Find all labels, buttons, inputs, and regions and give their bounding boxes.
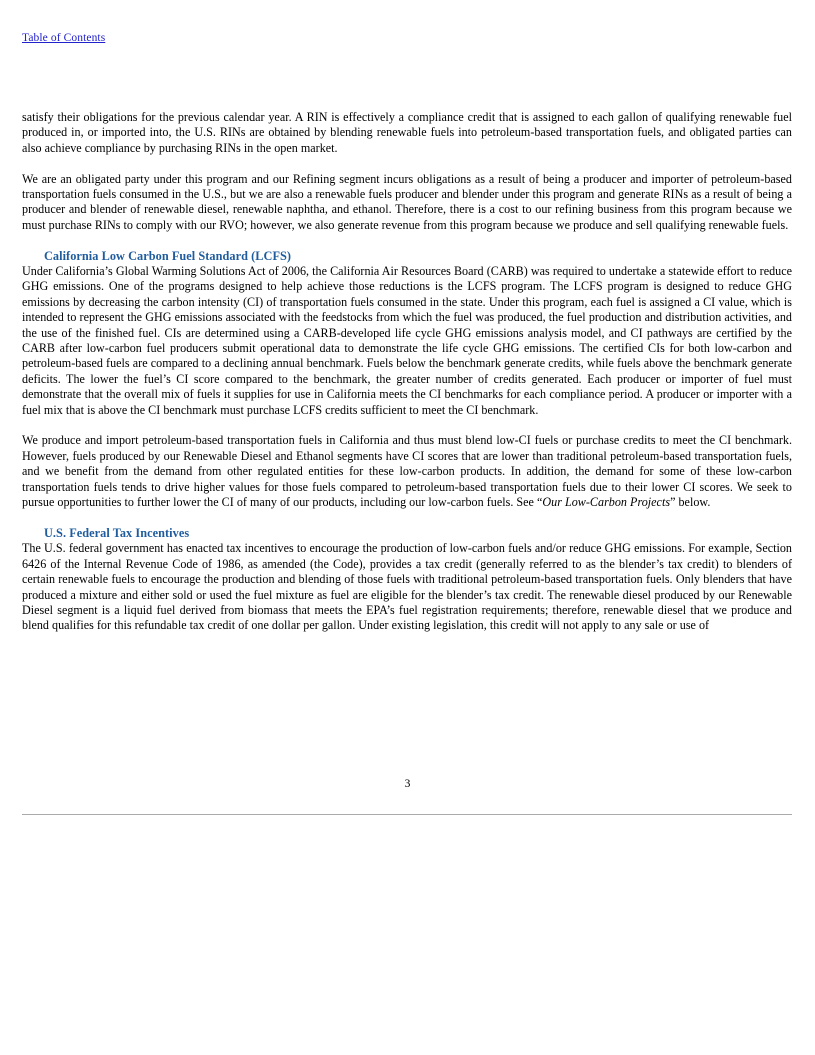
paragraph-rin-compliance: satisfy their obligations for the previous calendar year. A RIN is effectively a compliance credit that is assigned to each gallon of qualifying renewable fuel produced in, or imported into, the U.S. RINs are obtained by blending renewable fuels into petroleum-based transportation fuels, and obligated parties can also achieve compliance by purchasing RINs in the open market.	[22, 110, 792, 155]
table-of-contents-link-container	[22, 28, 105, 46]
heading-lcfs: California Low Carbon Fuel Standard (LCFS)	[44, 248, 292, 263]
paragraph-obligated-party: We are an obligated party under this program and our Refining segment incurs obligations as a result of being a producer and importer of petroleum-based transportation fuels consumed in the U.S., but we are also a renewable fuels producer and blender under this program and generate RINs as a result of being a producer and blender of renewable diesel, renewable naphtha, and ethanol. Therefore, there is a cost to our refining business from this program because we must purchase RINs to comply with our RVO; however, we also generate revenue from this program because we produce and sell qualifying renewable fuels.	[22, 171, 792, 232]
paragraph-california-lowci-text-before: We produce and import petroleum-based transportation fuels in California and thus must blend low-CI fuels or purchase credits to meet the CI benchmark. However, fuels produced by our Renewable Diesel and Ethanol segments have CI scores that are lower than traditional petroleum-based transportation fuels, and we benefit from the demand from other regulated entities for these low-carbon products. In addition, the demand for some of these low-carbon transportation fuels tends to drive higher values for those fuels compared to petroleum-based transportation fuels due to their lower CI scores. We seek to pursue opportunities to further lower the CI of many of our products, including our low-carbon fuels. See “	[22, 433, 792, 510]
paragraph-lcfs-overview: Under California’s Global Warming Solutions Act of 2006, the California Air Resources Board (CARB) was required to undertake a statewide effort to reduce GHG emissions. One of the programs designed to help achieve those reductions is the LCFS program. The LCFS program is designed to reduce GHG emissions by decreasing the carbon intensity (CI) of transportation fuels consumed in the state. Under this program, each fuel is assigned a CI value, which is intended to represent the GHG emissions associated with the feedstocks from which the fuel was produced, the fuel production and distribution activities, and the use of the finished fuel. CIs are determined using a CARB-developed life cycle GHG emissions analysis model, and CI pathways are certified by the CARB after low-carbon fuel producers submit operational data to demonstrate the life cycle GHG emissions. The certified CIs for both low-carbon and petroleum-based fuels are compared to a declining annual benchmark. Fuels below the benchmark generate credits, while fuels above the benchmark generate deficits. The lower the fuel’s CI score compared to the benchmark, the greater number of credits generated. Each producer or importer of fuel must demonstrate that the overall mix of fuels it supplies for use in California meets the CI benchmarks for each compliance period. A producer or importer with a fuel mix that is above the CI benchmark must purchase LCFS credits sufficient to meet the CI benchmark.	[22, 264, 792, 417]
paragraph-california-lowci	[22, 433, 792, 510]
footer-divider	[22, 814, 792, 815]
page-number: 3	[404, 778, 411, 790]
table-of-contents-link[interactable]: Table of Contents	[22, 32, 106, 44]
paragraph-california-lowci-text-after: ” below.	[670, 495, 711, 510]
our-low-carbon-projects-reference: Our Low-Carbon Projects	[542, 495, 671, 510]
heading-us-federal-tax-incentives: U.S. Federal Tax Incentives	[44, 525, 190, 540]
document-body	[22, 110, 792, 634]
paragraph-tax-incentives: The U.S. federal government has enacted tax incentives to encourage the production of low-carbon fuels and/or reduce GHG emissions. For example, Section 6426 of the Internal Revenue Code of 1986, as amended (the Code), provides a tax credit (generally referred to as the blender’s tax credit) to blenders of certain renewable fuels to encourage the production and blending of those fuels with traditional petroleum-based transportation fuels. Only blenders that have produced a mixture and either sold or used the fuel mixture as fuel are eligible for the blender’s tax credit. The renewable diesel produced by our Renewable Diesel segment is a liquid fuel derived from biomass that meets the EPA’s fuel registration requirements; therefore, renewable diesel that we produce and blend qualifies for this refundable tax credit of one dollar per gallon. Under existing legislation, this credit will not apply to any sale or use of	[22, 541, 792, 633]
